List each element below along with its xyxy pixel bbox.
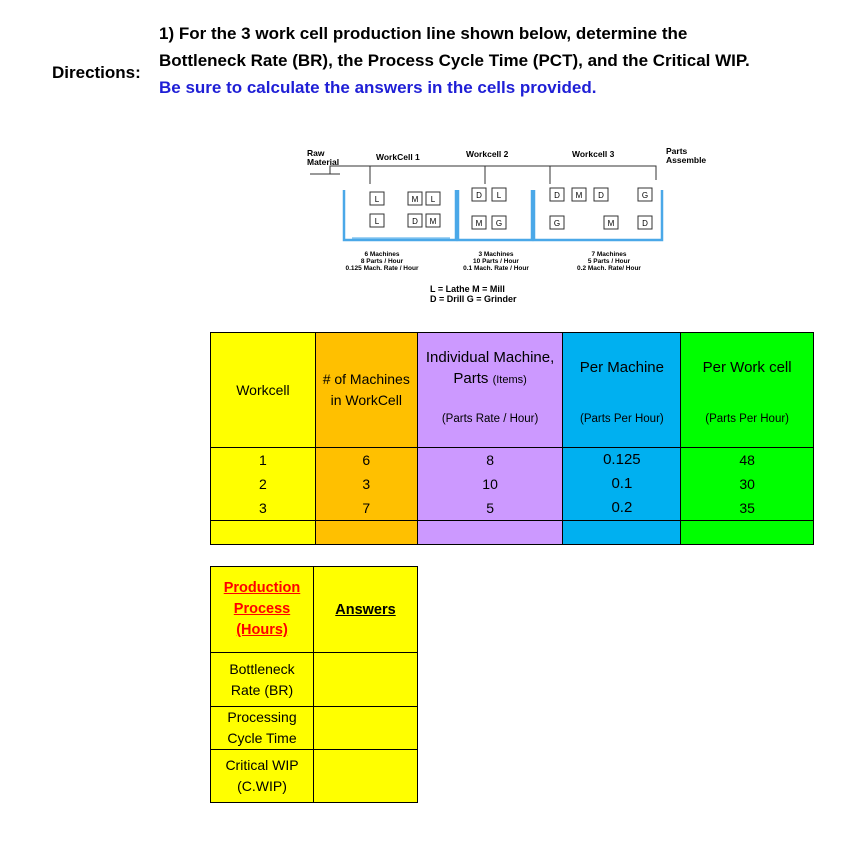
machine-label: L xyxy=(496,191,502,200)
header-individual: Individual Machine, Parts (Items) (Parts Rate / Hour) xyxy=(417,333,563,448)
cell1-machines: 6 Machines xyxy=(364,251,400,258)
machine-label: G xyxy=(553,219,561,228)
workcell-3-label: Workcell 3 xyxy=(572,149,615,159)
table-row: 1 2 3 6 3 7 8 10 5 0.125 0.1 0.2 48 30 35 xyxy=(211,448,814,521)
workcell-data-table xyxy=(210,332,814,545)
answers-header-right: Answers xyxy=(314,567,418,653)
machine-label: M xyxy=(429,217,437,226)
machine-label: D xyxy=(476,191,482,200)
cell3-parts: 5 Parts / Hour xyxy=(587,258,631,265)
answer-label-pct: Processing Cycle Time xyxy=(211,707,314,750)
header-per-machine: Per Machine (Parts Per Hour) xyxy=(563,333,681,448)
machine-label: D xyxy=(598,191,604,200)
cell1-parts: 8 Parts / Hour xyxy=(360,258,404,265)
cell2-parts: 10 Parts / Hour xyxy=(473,258,519,265)
legend-line-1: L = Lathe M = Mill xyxy=(430,284,505,294)
workcell-1-label: WorkCell 1 xyxy=(376,152,420,162)
machine-label: M xyxy=(411,195,419,204)
legend-line-2: D = Drill G = Grinder xyxy=(430,294,517,304)
header-machines: # of Machines in WorkCell xyxy=(315,333,417,448)
cell1-rate: 0.125 Mach. Rate / Hour xyxy=(345,265,419,272)
answer-label-cwip: Critical WIP (C.WIP) xyxy=(211,750,314,803)
parts-assemble-label-1: Parts xyxy=(666,146,688,156)
machine-label: D xyxy=(554,191,560,200)
answer-cell-br[interactable] xyxy=(314,653,418,707)
workcell-2-label: Workcell 2 xyxy=(466,149,509,159)
cell3-machines: 7 Machines xyxy=(591,251,627,258)
answers-table xyxy=(210,566,418,803)
machine-label: D xyxy=(642,219,648,228)
parts-assemble-label-2: Assemble xyxy=(666,155,707,165)
machine-boxes xyxy=(370,188,652,229)
cell2-machines: 3 Machines xyxy=(478,251,514,258)
question-line-1: 1) For the 3 work cell production line shown below, determine the xyxy=(159,24,688,43)
machine-label: L xyxy=(374,217,380,226)
machine-label: M xyxy=(575,191,583,200)
header-per-workcell: Per Work cell (Parts Per Hour) xyxy=(681,333,814,448)
sub-individual: (Parts Rate / Hour) xyxy=(441,413,539,425)
answers-header-left: Production Process (Hours) xyxy=(211,567,314,653)
raw-material-label-1: Raw xyxy=(307,148,325,158)
machine-label: G xyxy=(641,191,649,200)
sub-per-workcell: (Parts Per Hour) xyxy=(705,413,789,425)
header-workcell: Workcell xyxy=(211,333,316,448)
machine-label: G xyxy=(495,219,503,228)
question-line-3: Be sure to calculate the answers in the cells provided. xyxy=(159,78,597,97)
machine-label: M xyxy=(475,219,483,228)
sub-per-machine: (Parts Per Hour) xyxy=(580,413,664,425)
table-row-empty xyxy=(211,521,814,545)
machine-label: L xyxy=(430,195,436,204)
cell2-rate: 0.1 Mach. Rate / Hour xyxy=(463,265,529,272)
machine-label: D xyxy=(412,217,418,226)
cell3-rate: 0.2 Mach. Rate/ Hour xyxy=(577,265,641,272)
answer-cell-cwip[interactable] xyxy=(314,750,418,803)
flow-lines xyxy=(310,166,656,184)
answer-label-br: Bottleneck Rate (BR) xyxy=(211,653,314,707)
raw-material-label-2: Material xyxy=(307,157,340,167)
production-line-diagram xyxy=(300,140,720,310)
answer-cell-pct[interactable] xyxy=(314,707,418,750)
machine-label: L xyxy=(374,195,380,204)
machine-label: M xyxy=(607,219,615,228)
question-line-2: Bottleneck Rate (BR), the Process Cycle Time (PCT), and the Critical WIP. xyxy=(159,51,750,70)
directions-label: Directions: xyxy=(52,63,141,82)
